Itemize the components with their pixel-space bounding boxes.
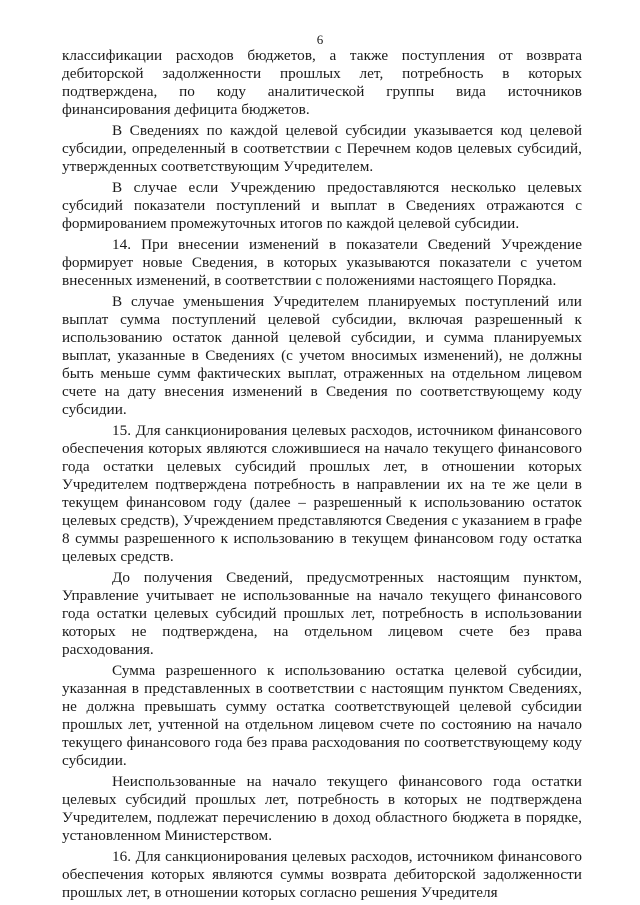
paragraph-before-receipt: До получения Сведений, предусмотренных настоящим пунктом, Управление учитывает не использованные на начало текущего финансового года остатки целевых субсидий прошлых лет, потребность в использовании которых не подтверждена, на отдельном лицевом счете без права расходования.: [62, 569, 582, 658]
paragraph-continuation: классификации расходов бюджетов, а также поступления от возврата дебиторской задолженности прошлых лет, потребность в которых подтверждена, по коду аналитической группы вида источников финансирования дефицита бюджетов.: [62, 47, 582, 118]
paragraph-permitted-balance: Сумма разрешенного к использованию остатка целевой субсидии, указанная в представленных в соответствии с настоящим пунктом Сведениях, не должна превышать сумму остатка соответствующей целевой субсидии прошлых лет, учтенной на отдельном лицевом счете по состоянию на начало текущего финансового года без права расходования по соответствующему коду субсидии.: [62, 662, 582, 769]
paragraph-clause-14: 14. При внесении изменений в показатели Сведений Учреждение формирует новые Сведения, в которых указываются показатели с учетом внесенных изменений, в соответствии с положениями настоящего Порядка.: [62, 236, 582, 289]
document-body: [62, 47, 582, 902]
paragraph-several-subsidies: В случае если Учреждению предоставляются несколько целевых субсидий показатели поступлений и выплат в Сведениях отражаются с формированием промежуточных итогов по каждой целевой субсидии.: [62, 179, 582, 232]
paragraph-unused-balances: Неиспользованные на начало текущего финансового года остатки целевых субсидий прошлых лет, потребность в которых не подтверждена Учредителем, подлежат перечислению в доход областного бюджета в порядке, установленном Министерством.: [62, 773, 582, 844]
paragraph-reduction-case: В случае уменьшения Учредителем планируемых поступлений или выплат сумма поступлений целевой субсидии, включая разрешенный к использованию остаток данной целевой субсидии, и сумма планируемых выплат, указанные в Сведениях (с учетом вносимых изменений), не должны быть меньше сумм фактических выплат, отраженных на отдельном лицевом счете на дату внесения изменений в Сведения по соответствующему коду субсидии.: [62, 293, 582, 418]
paragraph-clause-15: 15. Для санкционирования целевых расходов, источником финансового обеспечения которых являются сложившиеся на начало текущего финансового года остатки целевых субсидий прошлых лет, в отношении которых Учредителем подтверждена потребность в направлении их на те же цели в текущем финансовом году (далее – разрешенный к использованию остаток целевых средств), Учреждением представляются Сведения с указанием в графе 8 суммы разрешенного к использованию в текущем финансовом году остатка целевых средств.: [62, 422, 582, 565]
paragraph-clause-16: 16. Для санкционирования целевых расходов, источником финансового обеспечения которых являются суммы возврата дебиторской задолженности прошлых лет, в отношении которых согласно решения Учредителя: [62, 848, 582, 901]
paragraph-subsidy-code: В Сведениях по каждой целевой субсидии указывается код целевой субсидии, определенный в соответствии с Перечнем кодов целевых субсидий, утвержденных соответствующим Учредителем.: [62, 122, 582, 175]
page-number: 6: [316, 32, 324, 47]
